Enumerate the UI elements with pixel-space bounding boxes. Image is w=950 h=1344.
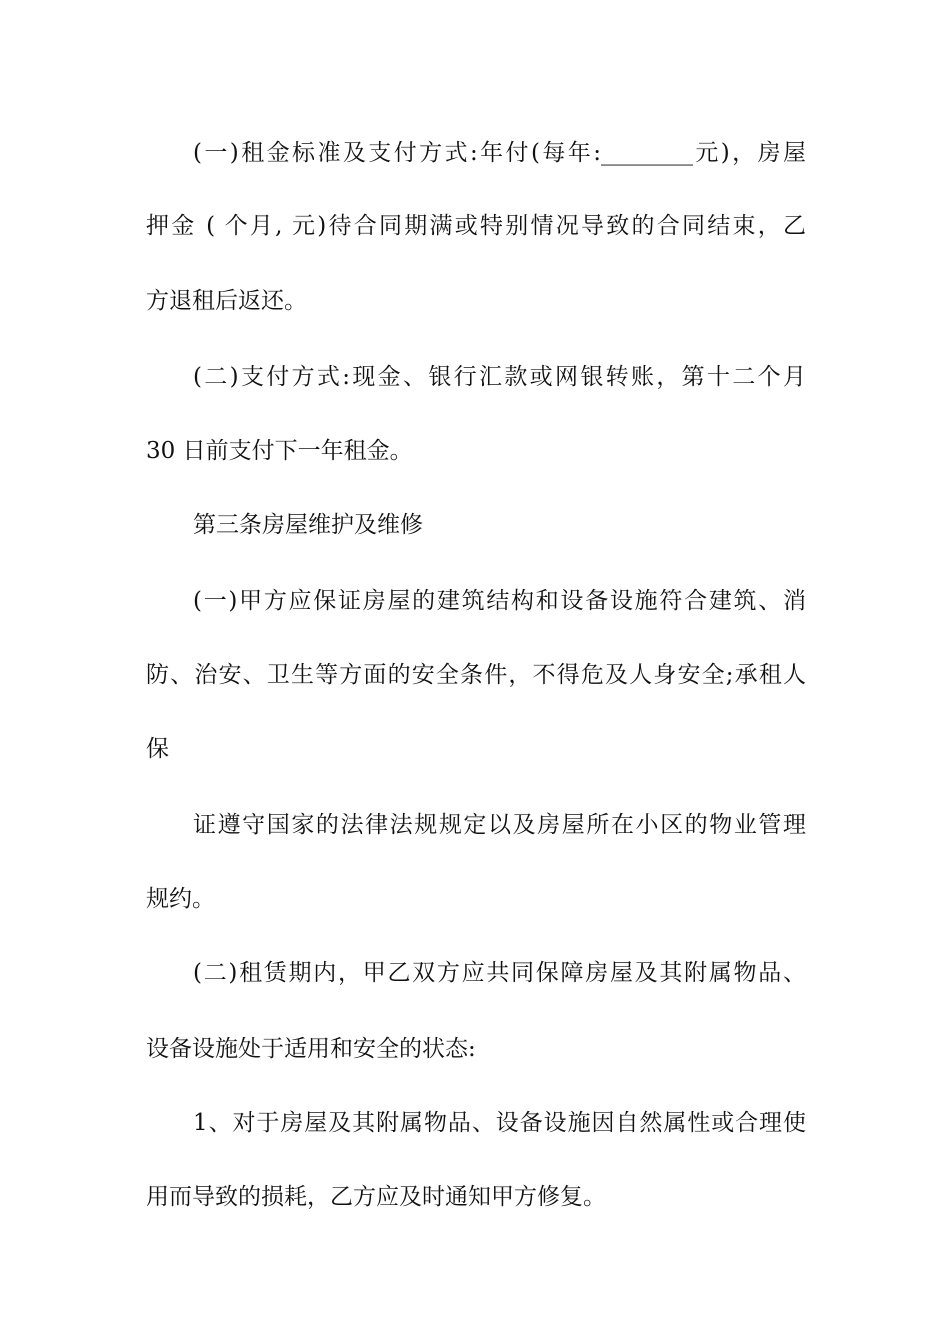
- text-line: 押金 ( 个月, 元)待合同期满或特别情况导致的合同结束，乙: [146, 213, 806, 239]
- text-line: 用而导致的损耗，乙方应及时通知甲方修复。: [146, 1184, 606, 1210]
- text-line: (一)租金标准及支付方式:年付(每年:________元)，房屋: [193, 140, 806, 166]
- text-line: 1、对于房屋及其附属物品、设备设施因自然属性或合理使: [193, 1110, 806, 1136]
- text-line: 设备设施处于适用和安全的状态:: [146, 1036, 476, 1062]
- text-line: 规约。: [146, 886, 215, 912]
- text-line: (二)支付方式:现金、银行汇款或网银转账，第十二个月: [193, 364, 806, 390]
- text-line: 防、治安、卫生等方面的安全条件，不得危及人身安全;承租人: [146, 662, 806, 688]
- text-line: (二)租赁期内，甲乙双方应共同保障房屋及其附属物品、: [193, 960, 806, 986]
- text-line: 30 日前支付下一年租金。: [146, 438, 413, 464]
- text-line: (一)甲方应保证房屋的建筑结构和设备设施符合建筑、消: [193, 588, 806, 614]
- text-line: 证遵守国家的法律法规规定以及房屋所在小区的物业管理: [193, 812, 806, 838]
- text-line: 保: [146, 736, 169, 762]
- text-line: 方退租后返还。: [146, 288, 307, 314]
- section-heading: 第三条房屋维护及维修: [193, 512, 423, 538]
